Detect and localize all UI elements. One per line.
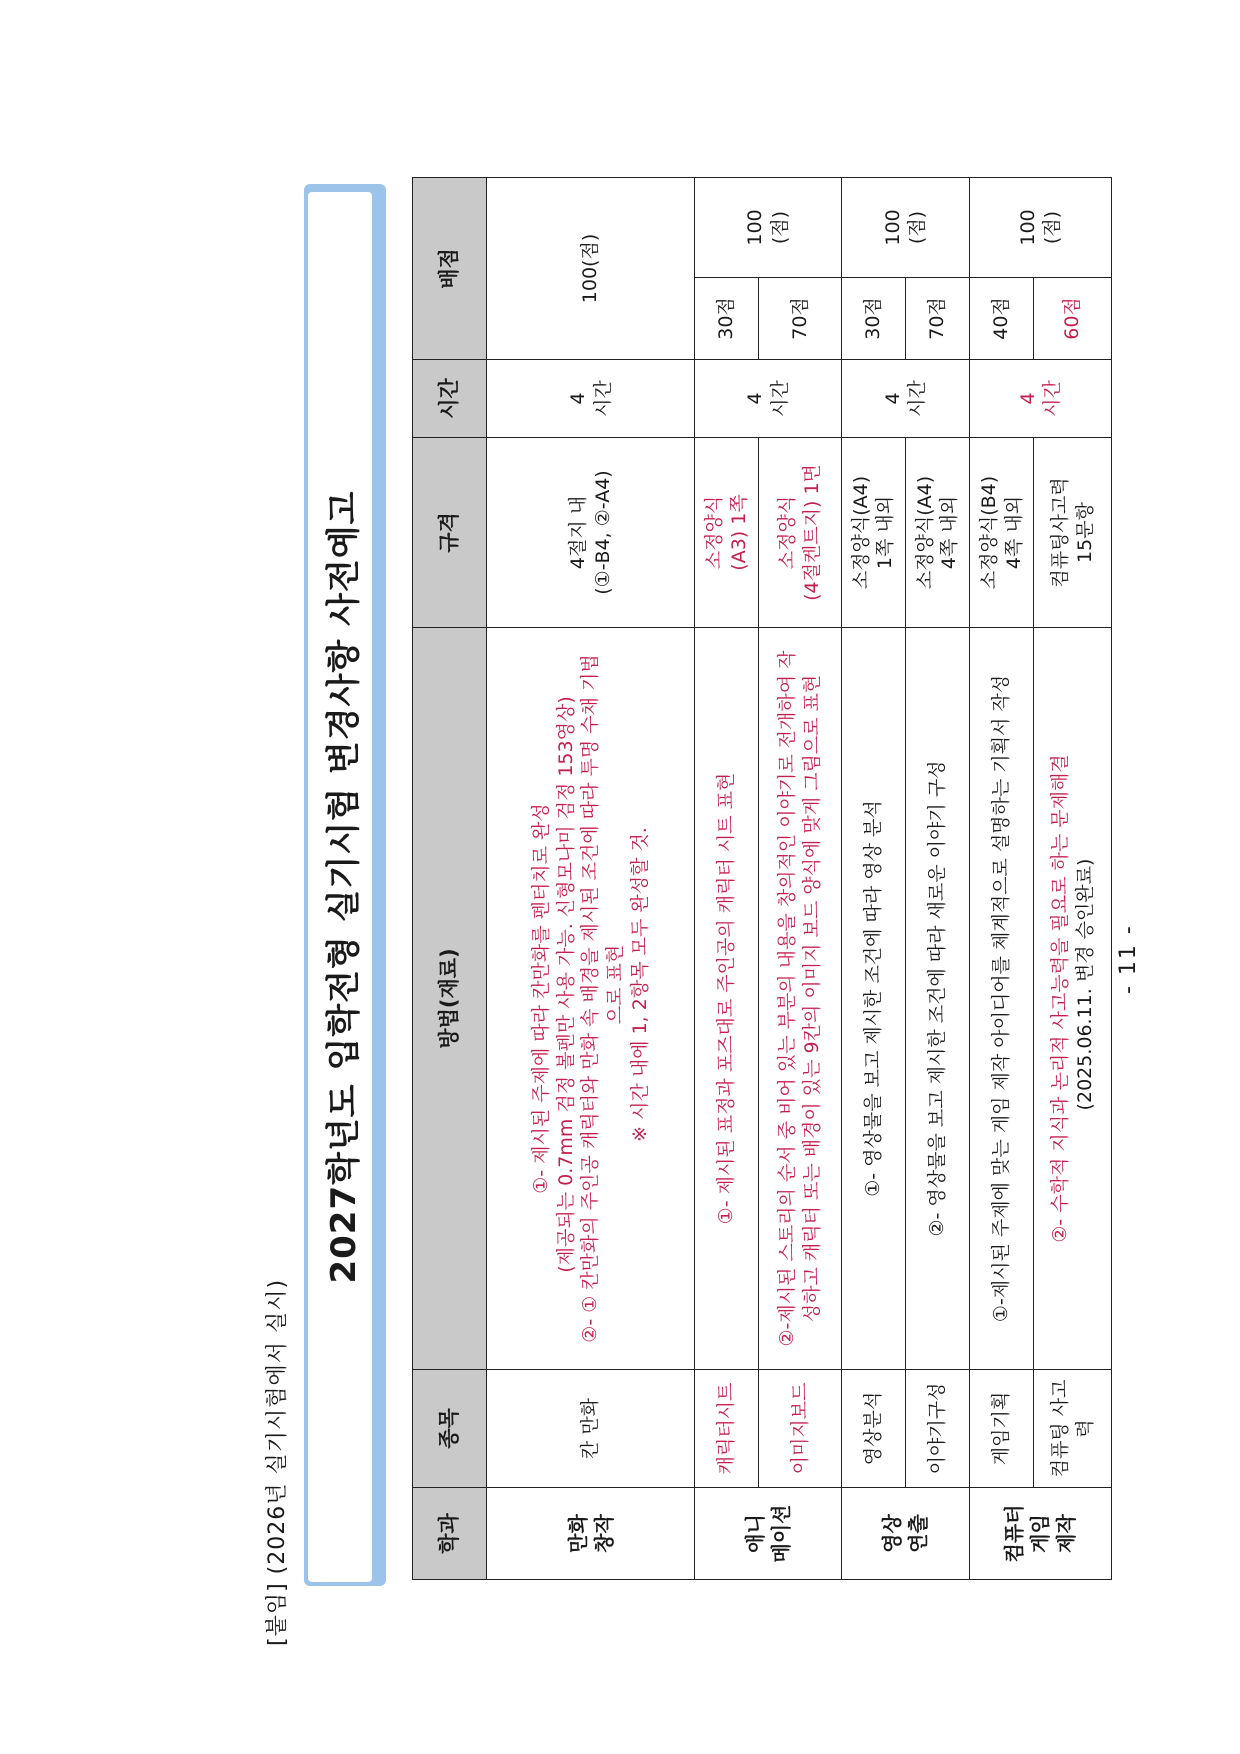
spec-computing: 컴퓨팅사고력 15문항 bbox=[1034, 438, 1112, 628]
exam-changes-table bbox=[412, 177, 1112, 1580]
item-game-planning: 게임기획 bbox=[969, 1370, 1033, 1488]
spec-character-sheet: 소정양식 (A3) 1쪽 bbox=[694, 438, 758, 628]
item-character-sheet: 캐릭터시트 bbox=[694, 1370, 758, 1488]
method-line: ②- ① 칸만화의 주인공 캐릭터와 만화 속 배경을 제시된 조건에 따라 투명 수채 기법 bbox=[579, 654, 602, 1343]
method-line: ②- 수학적 지식과 논리적 사고능력을 필요로 하는 문제해결 bbox=[1048, 754, 1071, 1243]
table-row bbox=[969, 177, 1033, 1579]
table-header-row bbox=[413, 177, 487, 1579]
dept-video: 영상 연출 bbox=[841, 1488, 969, 1580]
header-time: 시간 bbox=[413, 360, 487, 438]
method-line: 성하고 캐릭터 또는 배경이 있는 9칸의 이미지 보드 양식에 맞게 그림으로 표현 bbox=[800, 674, 823, 1323]
dept-manhwa: 만화 창작 bbox=[487, 1488, 695, 1580]
method-computing bbox=[1034, 628, 1112, 1370]
method-line: 으로 표현 bbox=[603, 944, 626, 1025]
page-number: - 11 - bbox=[1116, 924, 1141, 994]
method-line: ②-제시된 스토리의 순서 중 비어 있는 부분의 내용을 창의적인 이야기로 전개하여 작 bbox=[776, 650, 799, 1347]
time-animation: 4 시간 bbox=[694, 360, 841, 438]
page-title: 2027학년도 입학전형 실기시험 변경사항 사전예고 bbox=[308, 192, 372, 1582]
table-row bbox=[694, 177, 758, 1579]
item-manhwa: 칸 만화 bbox=[487, 1370, 695, 1488]
spec-story: 소정양식(A4) 4쪽 내외 bbox=[905, 438, 969, 628]
item-image-board: 이미지보드 bbox=[759, 1370, 842, 1488]
method-game-planning: ①-제시된 주제에 맞는 게임 제작 아이디어를 체계적으로 설명하는 기획서 작성 bbox=[969, 628, 1033, 1370]
score-character-sheet: 30점 bbox=[694, 278, 758, 360]
spec-image-board: 소정양식 (4절켄트지) 1면 bbox=[759, 438, 842, 628]
method-line: (2025.06.11. 변경 승인완료) bbox=[1073, 858, 1096, 1111]
score-story: 70점 bbox=[905, 278, 969, 360]
method-video-analysis: ①- 영상물을 보고 제시한 조건에 따라 영상 분석 bbox=[841, 628, 905, 1370]
score-image-board: 70점 bbox=[759, 278, 842, 360]
method-line: ※ 시간 내에 1, 2항목 모두 완성할 것. bbox=[628, 827, 651, 1142]
header-item: 종목 bbox=[413, 1370, 487, 1488]
spec-game-planning: 소정양식(B4) 4쪽 내외 bbox=[969, 438, 1033, 628]
score-manhwa: 100(점) bbox=[487, 177, 695, 359]
method-line: (제공되는 0.7mm 검정 볼펜만 사용 가능. 신형모나미 검정 153영상) bbox=[554, 696, 577, 1273]
item-computing: 컴퓨팅 사고력 bbox=[1034, 1370, 1112, 1488]
item-story: 이야기구성 bbox=[905, 1370, 969, 1488]
time-manhwa: 4 시간 bbox=[487, 360, 695, 438]
table-row bbox=[841, 177, 905, 1579]
dept-animation: 애니 메이션 bbox=[694, 1488, 841, 1580]
header-spec: 규격 bbox=[413, 438, 487, 628]
header-dept: 학과 bbox=[413, 1488, 487, 1580]
score-video-analysis: 30점 bbox=[841, 278, 905, 360]
title-frame bbox=[304, 184, 386, 1586]
table-row bbox=[487, 177, 695, 1579]
header-score: 배점 bbox=[413, 177, 487, 359]
score-game-planning: 40점 bbox=[969, 278, 1033, 360]
method-line: ①- 제시된 주제에 따라 칸만화를 펜터치로 완성 bbox=[529, 803, 552, 1194]
spec-video-analysis: 소정양식(A4) 1쪽 내외 bbox=[841, 438, 905, 628]
spec-manhwa: 4절지 내 (①-B4, ②-A4) bbox=[487, 438, 695, 628]
method-manhwa bbox=[487, 628, 695, 1370]
time-game: 4 시간 bbox=[969, 360, 1111, 438]
time-video: 4 시간 bbox=[841, 360, 969, 438]
dept-game: 컴퓨터 게임 제작 bbox=[969, 1488, 1111, 1580]
method-image-board bbox=[759, 628, 842, 1370]
item-video-analysis: 영상분석 bbox=[841, 1370, 905, 1488]
rotated-page bbox=[0, 194, 1240, 1754]
total-game: 100 (점) bbox=[969, 177, 1111, 277]
attachment-label: [붙임] (2026년 실기시험에서 실시) bbox=[265, 1278, 290, 1646]
total-video: 100 (점) bbox=[841, 177, 969, 277]
total-animation: 100 (점) bbox=[694, 177, 841, 277]
header-method: 방법(재료) bbox=[413, 628, 487, 1370]
method-story: ②- 영상물을 보고 제시한 조건에 따라 새로운 이야기 구성 bbox=[905, 628, 969, 1370]
score-computing: 60점 bbox=[1034, 278, 1112, 360]
method-character-sheet: ①- 제시된 표정과 포즈대로 주인공의 캐릭터 시트 표현 bbox=[694, 628, 758, 1370]
